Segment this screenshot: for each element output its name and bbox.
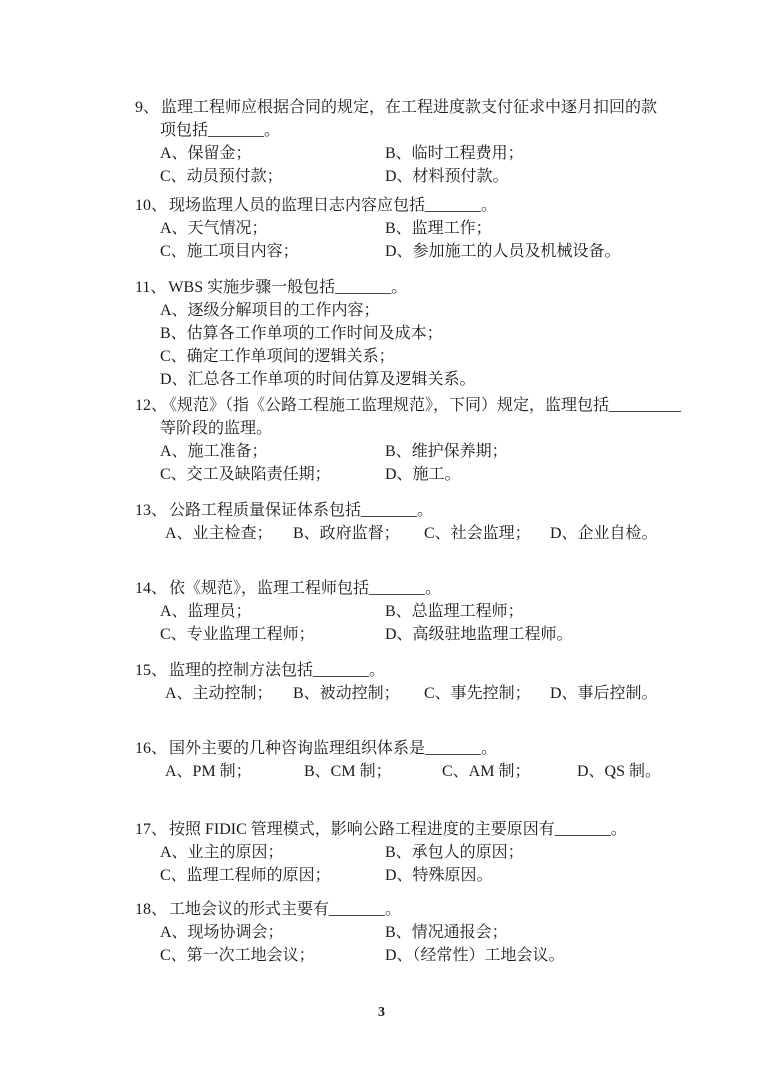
question-11 [0,276,763,391]
option-a: A、业主检查； [165,525,273,542]
option-b: B、被动控制； [293,685,400,702]
question-13 [0,499,763,545]
question-10 [0,194,763,263]
option-d: D、企业自检。 [550,525,658,542]
option-c: C、社会监理； [424,525,531,542]
question-text: 15、 监理的控制方法包括_______。 [135,662,386,679]
option-a: A、业主的原因； [160,844,284,861]
question-number: 13、 [135,502,168,519]
option-a: A、施工准备； [160,443,268,460]
option-b: B、临时工程费用； [385,145,524,162]
option-c: C、施工项目内容； [160,243,299,260]
option-d: D、参加施工的人员及机械设备。 [385,243,621,260]
option-d: D、汇总各工作单项的时间估算及逻辑关系。 [160,371,476,388]
option-d: D、（经常性）工地会议。 [385,947,565,964]
options-row [0,240,763,263]
option-d: D、材料预付款。 [385,168,509,185]
option-c: C、专业监理工程师； [160,626,315,643]
page-number: 3 [378,1005,385,1020]
option-b: B、估算各工作单项的工作时间及成本； [160,325,443,342]
option-c: C、交工及缺陷责任期； [160,466,331,483]
options-row [0,921,763,944]
question-text: 10、 现场监理人员的监理日志内容应包括_______。 [135,197,498,214]
option-b: B、总监理工程师； [385,603,524,620]
options-row [0,944,763,967]
question-text-continued: 项包括_______。 [160,122,281,139]
option-b: B、政府监督； [293,525,400,542]
options-row [0,217,763,240]
question-16 [0,737,763,783]
option-b: B、情况通报会； [385,924,508,941]
option-d: D、高级驻地监理工程师。 [385,626,573,643]
question-number: 11、 [135,279,167,296]
option-a: A、天气情况； [160,220,268,237]
options-row [0,864,763,887]
options-row [0,522,763,545]
options-row [0,841,763,864]
option-d: D、事后控制。 [550,685,658,702]
question-18 [0,898,763,967]
question-text: 14、 依《规范》，监理工程师包括_______。 [135,580,442,597]
option-b: B、维护保养期； [385,443,508,460]
question-number: 9、 [135,99,160,116]
option-a: A、逐级分解项目的工作内容； [160,302,380,319]
question-number: 14、 [135,580,168,597]
question-14 [0,577,763,646]
options-row [0,760,763,783]
question-text: 17、 按照 FIDIC 管理模式，影响公路工程进度的主要原因有_______。 [135,821,627,838]
option-c: C、事先控制； [424,685,531,702]
question-17 [0,818,763,887]
question-text: 13、 公路工程质量保证体系包括_______。 [135,502,434,519]
option-a: A、保留金； [160,145,252,162]
option-c: C、监理工程师的原因； [160,867,331,884]
option-b: B、监理工作； [385,220,492,237]
question-number: 16、 [135,740,168,757]
option-a: A、监理员； [160,603,252,620]
question-number: 15、 [135,662,168,679]
option-d: D、QS 制。 [577,763,662,780]
question-9 [0,96,763,188]
option-d: D、特殊原因。 [385,867,493,884]
question-15 [0,659,763,705]
options-row [0,440,763,463]
question-text: 12、 《规范》（指《公路工程施工监理规范》，下同）规定，监理包括_________ [135,397,682,414]
option-a: A、现场协调会； [160,924,284,941]
options-row [0,165,763,188]
option-b: B、承包人的原因； [385,844,524,861]
options-row [0,600,763,623]
option-c: C、确定工作单项间的逻辑关系； [160,348,395,365]
options-row [0,682,763,705]
question-text: 11、 WBS 实施步骤一般包括_______。 [135,279,408,296]
option-a: A、PM 制； [165,763,252,780]
option-d: D、施工。 [385,466,461,483]
options-row [0,623,763,646]
option-c: C、第一次工地会议； [160,947,315,964]
question-text: 9、 监理工程师应根据合同的规定，在工程进度款支付征求中逐月扣回的款 [135,99,658,116]
question-number: 12、 [135,397,168,414]
question-text-continued: 等阶段的监理。 [160,420,273,437]
option-c: C、AM 制； [442,763,531,780]
question-number: 18、 [135,901,168,918]
option-c: C、动员预付款； [160,168,283,185]
question-number: 17、 [135,821,168,838]
options-row [0,463,763,486]
question-12 [0,394,763,486]
option-a: A、主动控制； [165,685,273,702]
question-text: 16、 国外主要的几种咨询监理组织体系是_______。 [135,740,498,757]
option-b: B、CM 制； [304,763,392,780]
question-number: 10、 [135,197,168,214]
question-text: 18、 工地会议的形式主要有_______。 [135,901,402,918]
options-row [0,142,763,165]
